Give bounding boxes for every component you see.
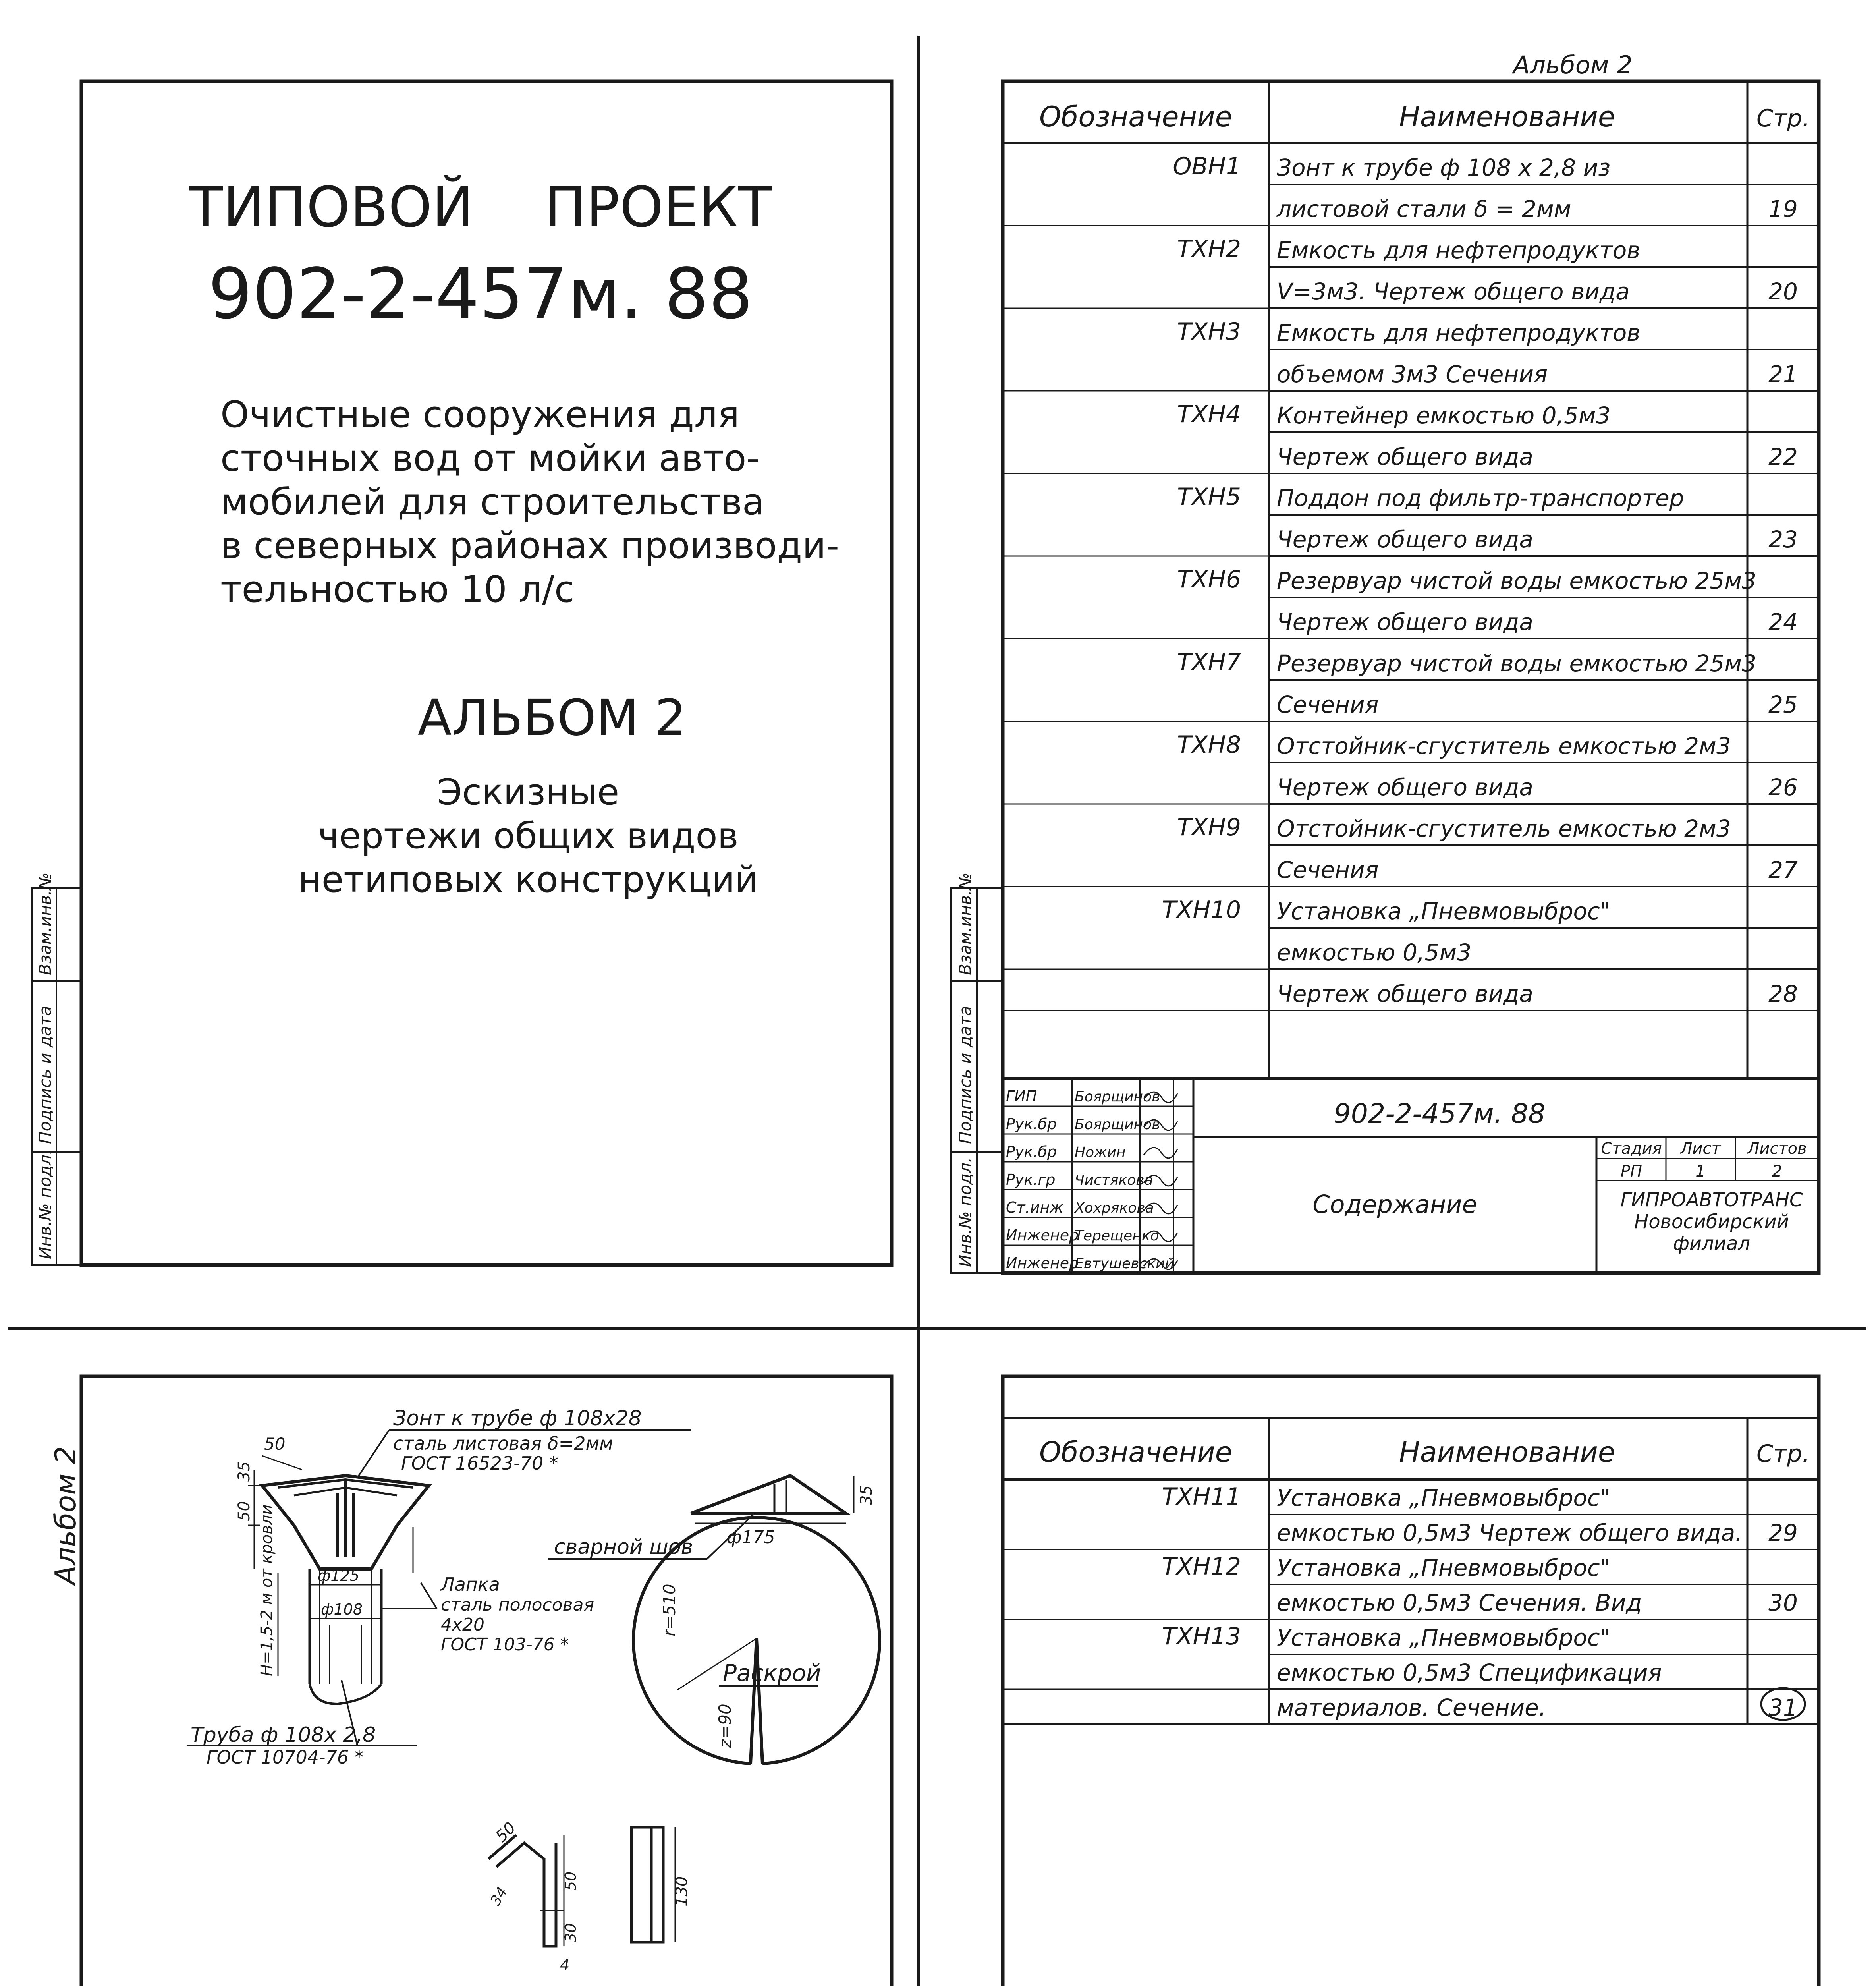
stamp-sheet_label: Лист: [1680, 1140, 1721, 1158]
row-text: емкостью 0,5м3 Сечения. Вид: [1277, 1589, 1642, 1616]
row-code: ТХН3: [1177, 318, 1241, 346]
side-label-sign: Подпись и дата: [35, 1006, 55, 1144]
album-desc-3: нетиповых конструкций: [298, 859, 759, 900]
row-text: листовой стали δ = 2мм: [1277, 195, 1571, 222]
dim-r510: r=510: [660, 1584, 679, 1636]
row-text: Установка „Пневмовыброс": [1277, 1624, 1611, 1651]
drawing-sheet: [32, 1376, 897, 1986]
dim-50: 50: [264, 1434, 286, 1454]
umbrella-label-3: ГОСТ 16523-70 *: [401, 1453, 558, 1474]
stamp-person: Чистякова: [1075, 1172, 1153, 1188]
dim-d108: ф108: [321, 1601, 363, 1618]
col-designation-header: Обозначение: [1039, 100, 1232, 133]
row-code: ТХН8: [1177, 731, 1241, 759]
contents-sheet-2: [951, 1376, 1868, 1986]
row-code: ТХН12: [1162, 1553, 1241, 1580]
side-label-sign-2: Подпись и дата: [955, 1006, 975, 1144]
tab-dim-130: 130: [673, 1876, 691, 1907]
row-text: емкостью 0,5м3: [1277, 939, 1471, 966]
row-text: материалов. Сечение.: [1277, 1694, 1546, 1721]
desc-line-3: мобилей для строительства: [220, 481, 765, 523]
contents-sheet-1: [951, 50, 1819, 1273]
stamp-person: Хохрякова: [1075, 1200, 1154, 1216]
dim-d175: ф175: [727, 1527, 775, 1547]
tab-label-1: Лапка: [441, 1574, 500, 1595]
stamp-role: ГИП: [1006, 1088, 1037, 1105]
row-page: 27: [1768, 856, 1798, 883]
row-code: ТХН5: [1177, 483, 1241, 511]
row-text: Сечения: [1277, 856, 1379, 883]
tab-details: [488, 1827, 675, 1946]
row-text: Емкость для нефтепродуктов: [1277, 319, 1641, 346]
tab-dim-34: 34: [487, 1884, 511, 1909]
row-page: 28: [1768, 980, 1798, 1007]
contents2-rows: [1003, 1483, 1819, 1724]
col-page-header-2: Стр.: [1756, 1440, 1810, 1468]
col-name-header-2: Наименование: [1399, 1436, 1615, 1468]
row-code: ТХН10: [1162, 896, 1241, 924]
side-label-inv: Инв.№ подл.: [35, 1149, 55, 1259]
row-text: Отстойник-сгуститель емкостью 2м3: [1277, 815, 1731, 842]
stamp-role: Инженер: [1006, 1254, 1079, 1272]
dim-50b: 50: [235, 1501, 253, 1521]
album-note: Альбом 2: [1513, 50, 1633, 79]
stamp-role: Рук.бр: [1006, 1115, 1057, 1133]
stamp-person: Боярщинов: [1075, 1089, 1160, 1105]
contents1-rows: [1003, 153, 1819, 1078]
row-text: Чертеж общего вида: [1277, 443, 1533, 470]
tab-label-4: ГОСТ 103-76 *: [441, 1634, 569, 1655]
row-text: Отстойник-сгуститель емкостью 2м3: [1277, 732, 1731, 759]
row-code: ТХН13: [1162, 1623, 1241, 1650]
stamp-org: Новосибирский: [1634, 1211, 1789, 1233]
signature: [1144, 1148, 1177, 1158]
stamp-person: Терещенко: [1075, 1228, 1159, 1244]
row-text: Установка „Пневмовыброс": [1277, 1484, 1611, 1511]
row-page: 22: [1768, 443, 1798, 470]
row-text: объемом 3м3 Сечения: [1277, 361, 1548, 388]
row-page: 29: [1768, 1519, 1798, 1546]
stamp-code: 902-2-457м. 88: [1334, 1098, 1546, 1130]
stamp-role: Рук.бр: [1006, 1143, 1057, 1161]
tab-label-3: 4х20: [441, 1615, 485, 1635]
side-label-vzam-2: Взам.инв.№: [955, 872, 975, 975]
dim-cone-35: 35: [857, 1485, 876, 1505]
dim-35: 35: [235, 1461, 253, 1482]
col-page-header: Стр.: [1756, 104, 1810, 132]
title-page: [32, 81, 892, 1265]
row-code: ОВН1: [1173, 153, 1241, 180]
row-page: 19: [1768, 195, 1798, 222]
album-desc-1: Эскизные: [437, 771, 620, 813]
row-text: Зонт к трубе ф 108 х 2,8 из: [1277, 154, 1611, 181]
stamp-role: Инженер: [1006, 1227, 1079, 1244]
row-page: 20: [1768, 278, 1798, 305]
row-text: емкостью 0,5м3 Чертеж общего вида.: [1277, 1519, 1743, 1546]
title-line-1: ТИПОВОЙ ПРОЕКТ: [189, 175, 772, 240]
weld-label: сварной шов: [554, 1535, 693, 1559]
desc-line-2: сточных вод от мойки авто-: [220, 437, 760, 479]
row-text: Чертеж общего вида: [1277, 609, 1533, 636]
row-text: Контейнер емкостью 0,5м3: [1277, 402, 1611, 429]
row-code: ТХН9: [1177, 813, 1241, 841]
pipe-label-1: Труба ф 108х 2,8: [191, 1723, 376, 1747]
row-text: Емкость для нефтепродуктов: [1277, 237, 1641, 264]
row-text: Установка „Пневмовыброс": [1277, 898, 1611, 925]
stamp-contents1: [1003, 1078, 1819, 1273]
stamp-person: Евтушевский: [1075, 1256, 1174, 1272]
umbrella-label-2: сталь листовая δ=2мм: [393, 1433, 613, 1454]
stamp-role: Рук.гр: [1006, 1171, 1056, 1188]
row-page: 23: [1768, 526, 1798, 553]
cut-pattern: [633, 1517, 880, 1764]
row-text: Сечения: [1277, 691, 1379, 718]
row-code: ТХН11: [1162, 1483, 1241, 1511]
desc-line-1: Очистные сооружения для: [220, 393, 740, 436]
tab-dim-30: 30: [562, 1923, 579, 1942]
pipe-label-2: ГОСТ 10704-76 *: [207, 1746, 364, 1768]
stamp-org: филиал: [1673, 1233, 1751, 1255]
row-code: ТХН2: [1177, 235, 1241, 263]
stamp-person: Боярщинов: [1075, 1117, 1160, 1133]
umbrella-label-1: Зонт к трубе ф 108х28: [393, 1406, 642, 1430]
cut-label: Раскрой: [723, 1660, 821, 1687]
row-text: V=3м3. Чертеж общего вида: [1277, 278, 1630, 305]
row-page: 24: [1768, 609, 1798, 636]
stamp-role: Ст.инж: [1006, 1199, 1063, 1216]
tab-label-2: сталь полосовая: [441, 1595, 594, 1615]
stamp-sheets: 2: [1772, 1162, 1782, 1180]
project-number: 902-2-457м. 88: [208, 254, 753, 334]
stamp-org: ГИПРОАВТОТРАНС: [1620, 1189, 1803, 1211]
row-page: 31: [1768, 1694, 1798, 1721]
stamp-stage: РП: [1620, 1162, 1642, 1180]
stamp-sheets_label: Листов: [1747, 1140, 1807, 1158]
row-page: 21: [1768, 361, 1798, 388]
side-label-vzam: Взам.инв.№: [35, 872, 55, 975]
height-label: Н=1,5-2 м от кровли: [258, 1504, 276, 1676]
stamp-title: Содержание: [1312, 1190, 1477, 1219]
side-label-inv-2: Инв.№ подл.: [955, 1157, 975, 1267]
stamp-stage_label: Стадия: [1601, 1140, 1662, 1158]
album-desc-2: чертежи общих видов: [318, 815, 739, 857]
tab-dim-50b: 50: [562, 1871, 579, 1891]
row-text: Резервуар чистой воды емкостью 25м3: [1277, 650, 1757, 677]
col-designation-header-2: Обозначение: [1039, 1436, 1232, 1468]
row-text: Поддон под фильтр-транспортер: [1277, 485, 1684, 512]
stamp-person: Ножин: [1075, 1144, 1126, 1161]
row-page: 26: [1768, 774, 1798, 801]
dim-d125: ф125: [318, 1567, 360, 1584]
row-code: ТХН6: [1177, 566, 1241, 593]
row-code: ТХН4: [1177, 400, 1241, 428]
col-name-header: Наименование: [1399, 100, 1615, 133]
drawing-album-side: Альбом 2: [49, 1446, 82, 1585]
row-page: 30: [1768, 1589, 1798, 1616]
row-text: Чертеж общего вида: [1277, 980, 1533, 1007]
tab-dim-4: 4: [560, 1956, 570, 1974]
tab-dim-50: 50: [492, 1818, 520, 1846]
row-page: 25: [1768, 691, 1798, 718]
row-text: Резервуар чистой воды емкостью 25м3: [1277, 567, 1757, 594]
stamp-sheet: 1: [1695, 1162, 1706, 1180]
dim-a90: z=90: [715, 1704, 735, 1748]
row-text: Чертеж общего вида: [1277, 526, 1533, 553]
desc-line-4: в северных районах производи-: [220, 524, 840, 567]
desc-line-5: тельностью 10 л/с: [220, 568, 575, 610]
album-title: АЛЬБОМ 2: [417, 689, 687, 747]
row-code: ТХН7: [1177, 648, 1241, 676]
row-text: емкостью 0,5м3 Спецификация: [1277, 1659, 1662, 1686]
row-text: Установка „Пневмовыброс": [1277, 1554, 1611, 1581]
row-text: Чертеж общего вида: [1277, 774, 1533, 801]
